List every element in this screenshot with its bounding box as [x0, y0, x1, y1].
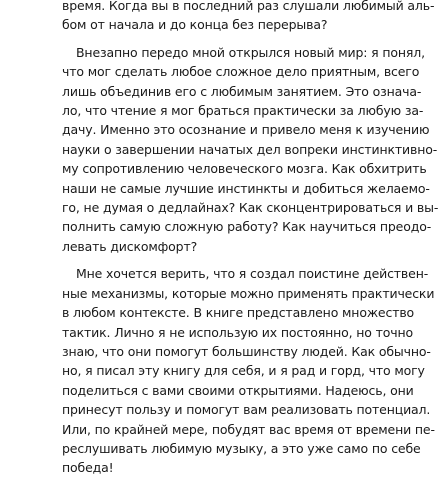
text-line: Или, по крайней мере, побудят вас время от времени пе- — [62, 421, 435, 437]
text-line: науки о завершении начатых дел вопреки инстинктивно- — [62, 141, 438, 157]
text-line: победа! — [62, 460, 114, 476]
text-line: Мне хочется верить, что я создал поистине действен- — [76, 266, 429, 282]
text-line: поделиться с вами своими открытиями. Надеюсь, они — [62, 382, 414, 398]
text-line: тактик. Лично я не использую их постоянно, но точно — [62, 324, 413, 340]
text-line: го, не думая о дедлайнах? Как сконцентрироваться и вы- — [62, 200, 438, 216]
text-line: му сопротивлению человеческого мозга. Как обхитрить — [62, 161, 427, 177]
text-line: лишь объединив его с любимым занятием. Это означа- — [62, 83, 422, 99]
text-line: дачу. Именно это осознание и привело меня к изучению — [62, 122, 430, 138]
text-line: ло, что чтение я мог браться практически за любую за- — [62, 103, 424, 119]
text-line: полнить самую сложную работу? Как научиться преодо- — [62, 219, 432, 235]
paragraph-2 — [62, 43, 438, 256]
paragraph-1 — [62, 0, 435, 35]
body-text — [62, 0, 438, 478]
text-line: бом от начала и до конца без перерыва? — [62, 17, 328, 33]
text-line: принесут пользу и помогут вам реализовать потенциал. — [62, 402, 431, 418]
text-line: Внезапно передо мной открылся новый мир: я понял, — [76, 44, 425, 60]
text-line: знаю, что они помогут большинству людей. Как обычно- — [62, 343, 431, 359]
text-line: реслушивать любимую музыку, а это уже само по себе — [62, 440, 421, 456]
text-line: наши не самые лучшие инстинкты и добиться желаемо- — [62, 180, 430, 196]
text-line: ные механизмы, которые можно применять практически — [62, 285, 435, 301]
text-line: в любом контексте. В книге представлено множество — [62, 305, 415, 321]
text-line: время. Когда вы в последний раз слушали любимый аль- — [62, 0, 435, 13]
text-line: левать дискомфорт? — [62, 238, 198, 254]
text-line: но, я писал эту книгу для себя, и я рад и горд, что могу — [62, 363, 425, 379]
paragraph-3 — [62, 264, 435, 477]
text-line: что мог сделать любое сложное дело приятным, всего — [62, 64, 420, 80]
